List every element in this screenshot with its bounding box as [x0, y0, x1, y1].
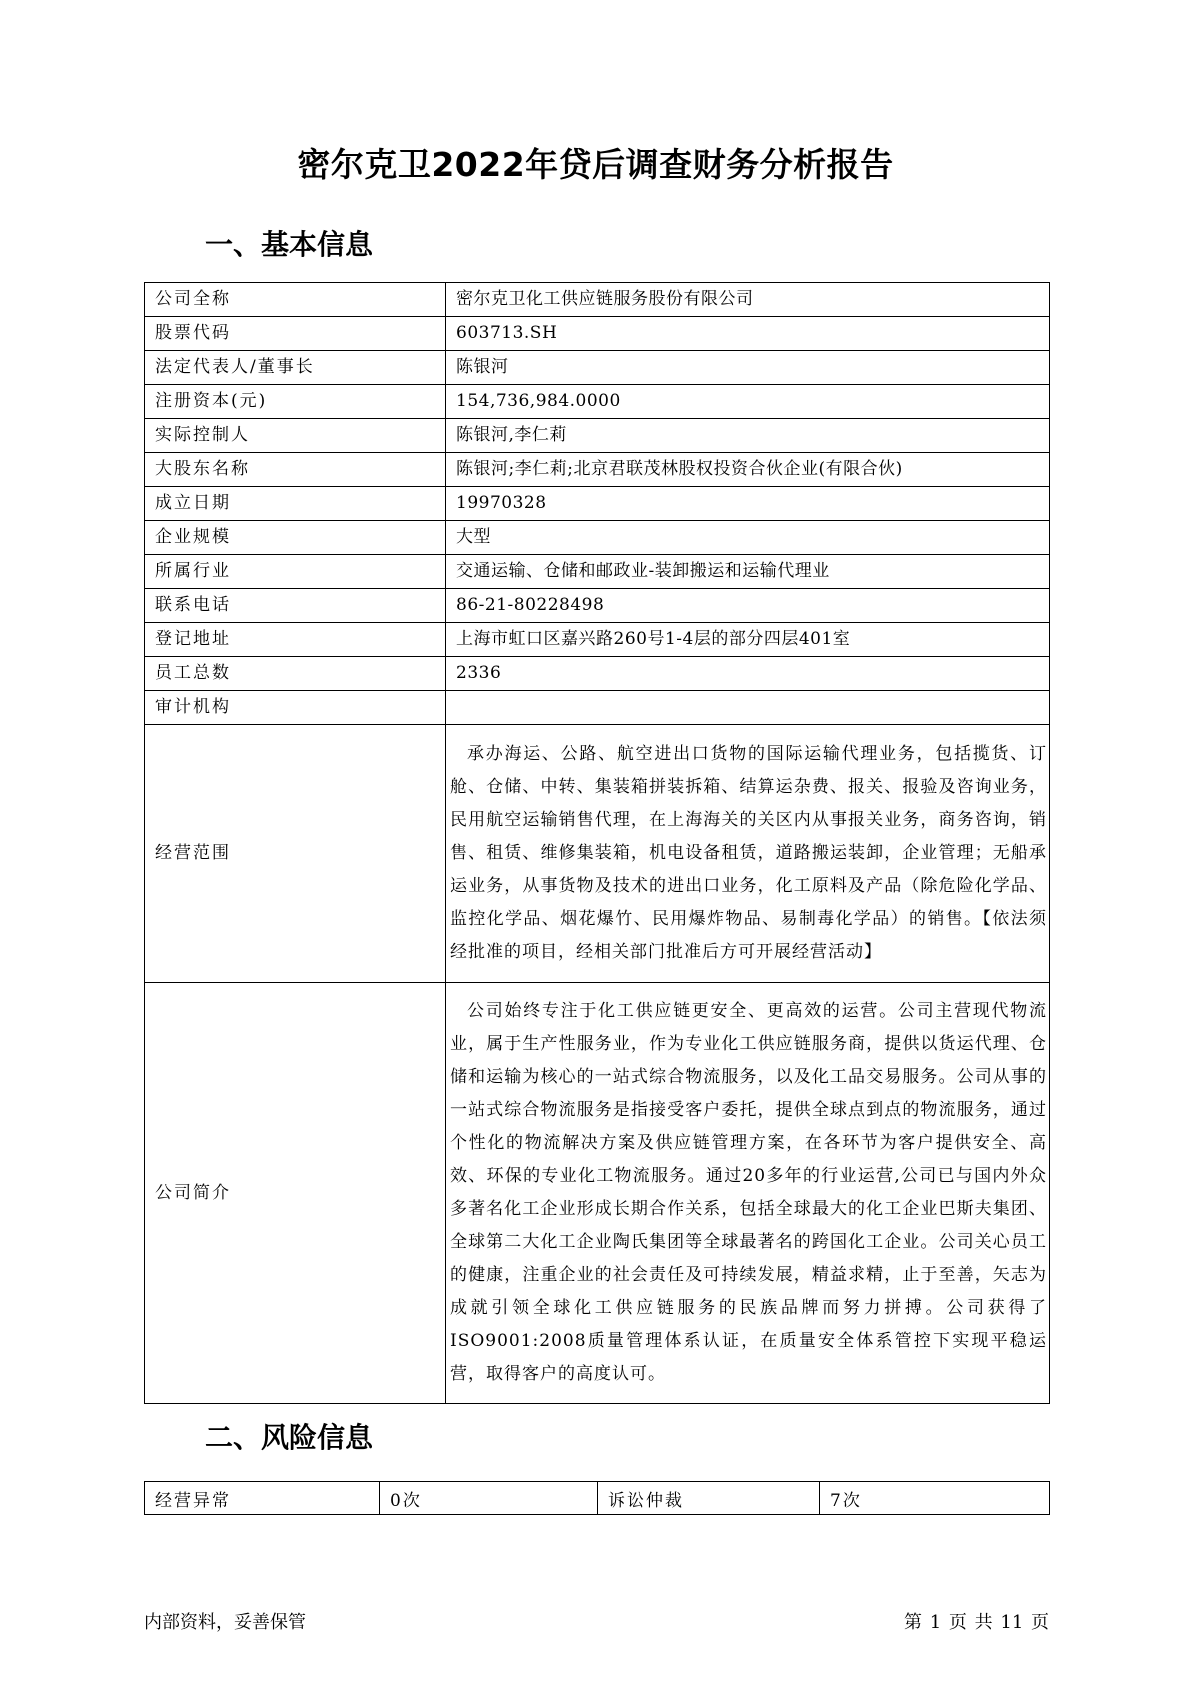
table-row: [145, 657, 1050, 691]
document-title: 密尔克卫2022年贷后调查财务分析报告: [297, 145, 894, 184]
row-value: 密尔克卫化工供应链服务股份有限公司: [446, 283, 1050, 317]
row-label: 大股东名称: [145, 453, 446, 487]
section-heading-basic-info: 一、基本信息: [205, 228, 374, 261]
basic-info-table: [144, 282, 1050, 1404]
row-label: 实际控制人: [145, 419, 446, 453]
row-value: 交通运输、仓储和邮政业-装卸搬运和运输代理业: [446, 555, 1050, 589]
row-label: 法定代表人/董事长: [145, 351, 446, 385]
row-label: 登记地址: [145, 623, 446, 657]
row-label: 员工总数: [145, 657, 446, 691]
table-row: [145, 1482, 1050, 1515]
abnormal-operation-label: 经营异常: [145, 1482, 380, 1515]
row-label: 注册资本(元): [145, 385, 446, 419]
abnormal-operation-value: 0次: [380, 1482, 598, 1515]
row-value: 上海市虹口区嘉兴路260号1-4层的部分四层401室: [446, 623, 1050, 657]
row-value: 154,736,984.0000: [446, 385, 1050, 419]
table-row: [145, 453, 1050, 487]
row-label: 企业规模: [145, 521, 446, 555]
risk-info-table: [144, 1481, 1050, 1515]
table-row: [145, 487, 1050, 521]
row-value: 86-21-80228498: [446, 589, 1050, 623]
row-value: 陈银河: [446, 351, 1050, 385]
row-value: 大型: [446, 521, 1050, 555]
table-row: [145, 555, 1050, 589]
table-row: [145, 317, 1050, 351]
row-value: [446, 691, 1050, 725]
footer-confidential-note: 内部资料，妥善保管: [144, 1612, 306, 1633]
row-label: 股票代码: [145, 317, 446, 351]
table-row-company-profile: [145, 983, 1050, 1404]
row-label: 公司全称: [145, 283, 446, 317]
company-profile-text: 公司始终专注于化工供应链更安全、更高效的运营。公司主营现代物流业，属于生产性服务业，作为专业化工供应链服务商，提供以货运代理、仓储和运输为核心的一站式综合物流服务，以及化工品交易服务。公司从事的一站式综合物流服务是指接受客户委托，提供全球点到点的物流服务，通过个性化的物流解决方案及供应链管理方案，在各环节为客户提供安全、高效、环保的专业化工物流服务。通过20多年的行业运营,公司已与国内外众多著名化工企业形成长期合作关系，包括全球最大的化工企业巴斯夫集团、全球第二大化工企业陶氏集团等全球最著名的跨国化工企业。公司关心员工的健康，注重企业的社会责任及可持续发展，精益求精，止于至善，矢志为成就引领全球化工供应链服务的民族品牌而努力拼搏。公司获得了ISO9001:2008质量管理体系认证，在质量安全体系管控下实现平稳运营，取得客户的高度认可。: [446, 983, 1050, 1404]
row-value: 603713.SH: [446, 317, 1050, 351]
table-row: [145, 623, 1050, 657]
row-value: 19970328: [446, 487, 1050, 521]
row-label: 审计机构: [145, 691, 446, 725]
table-row: [145, 521, 1050, 555]
company-profile-label: 公司简介: [145, 983, 446, 1404]
table-row-business-scope: [145, 725, 1050, 983]
business-scope-text: 承办海运、公路、航空进出口货物的国际运输代理业务，包括揽货、订舱、仓储、中转、集装箱拼装拆箱、结算运杂费、报关、报验及咨询业务，民用航空运输销售代理，在上海海关的关区内从事报关业务，商务咨询，销售、租赁、维修集装箱，机电设备租赁，道路搬运装卸，企业管理；无船承运业务，从事货物及技术的进出口业务，化工原料及产品（除危险化学品、监控化学品、烟花爆竹、民用爆炸物品、易制毒化学品）的销售。【依法须经批准的项目，经相关部门批准后方可开展经营活动】: [446, 725, 1050, 983]
table-row: [145, 589, 1050, 623]
row-label: 联系电话: [145, 589, 446, 623]
table-row: [145, 283, 1050, 317]
row-value: 2336: [446, 657, 1050, 691]
table-row: [145, 419, 1050, 453]
table-row: [145, 351, 1050, 385]
footer-page-number: 第 1 页 共 11 页: [904, 1612, 1049, 1633]
litigation-label: 诉讼仲裁: [598, 1482, 820, 1515]
row-label: 成立日期: [145, 487, 446, 521]
business-scope-label: 经营范围: [145, 725, 446, 983]
litigation-value: 7次: [820, 1482, 1050, 1515]
row-label: 所属行业: [145, 555, 446, 589]
section-heading-risk-info: 二、风险信息: [205, 1421, 374, 1454]
row-value: 陈银河,李仁莉: [446, 419, 1050, 453]
row-value: 陈银河;李仁莉;北京君联茂林股权投资合伙企业(有限合伙): [446, 453, 1050, 487]
table-row: [145, 691, 1050, 725]
table-row: [145, 385, 1050, 419]
